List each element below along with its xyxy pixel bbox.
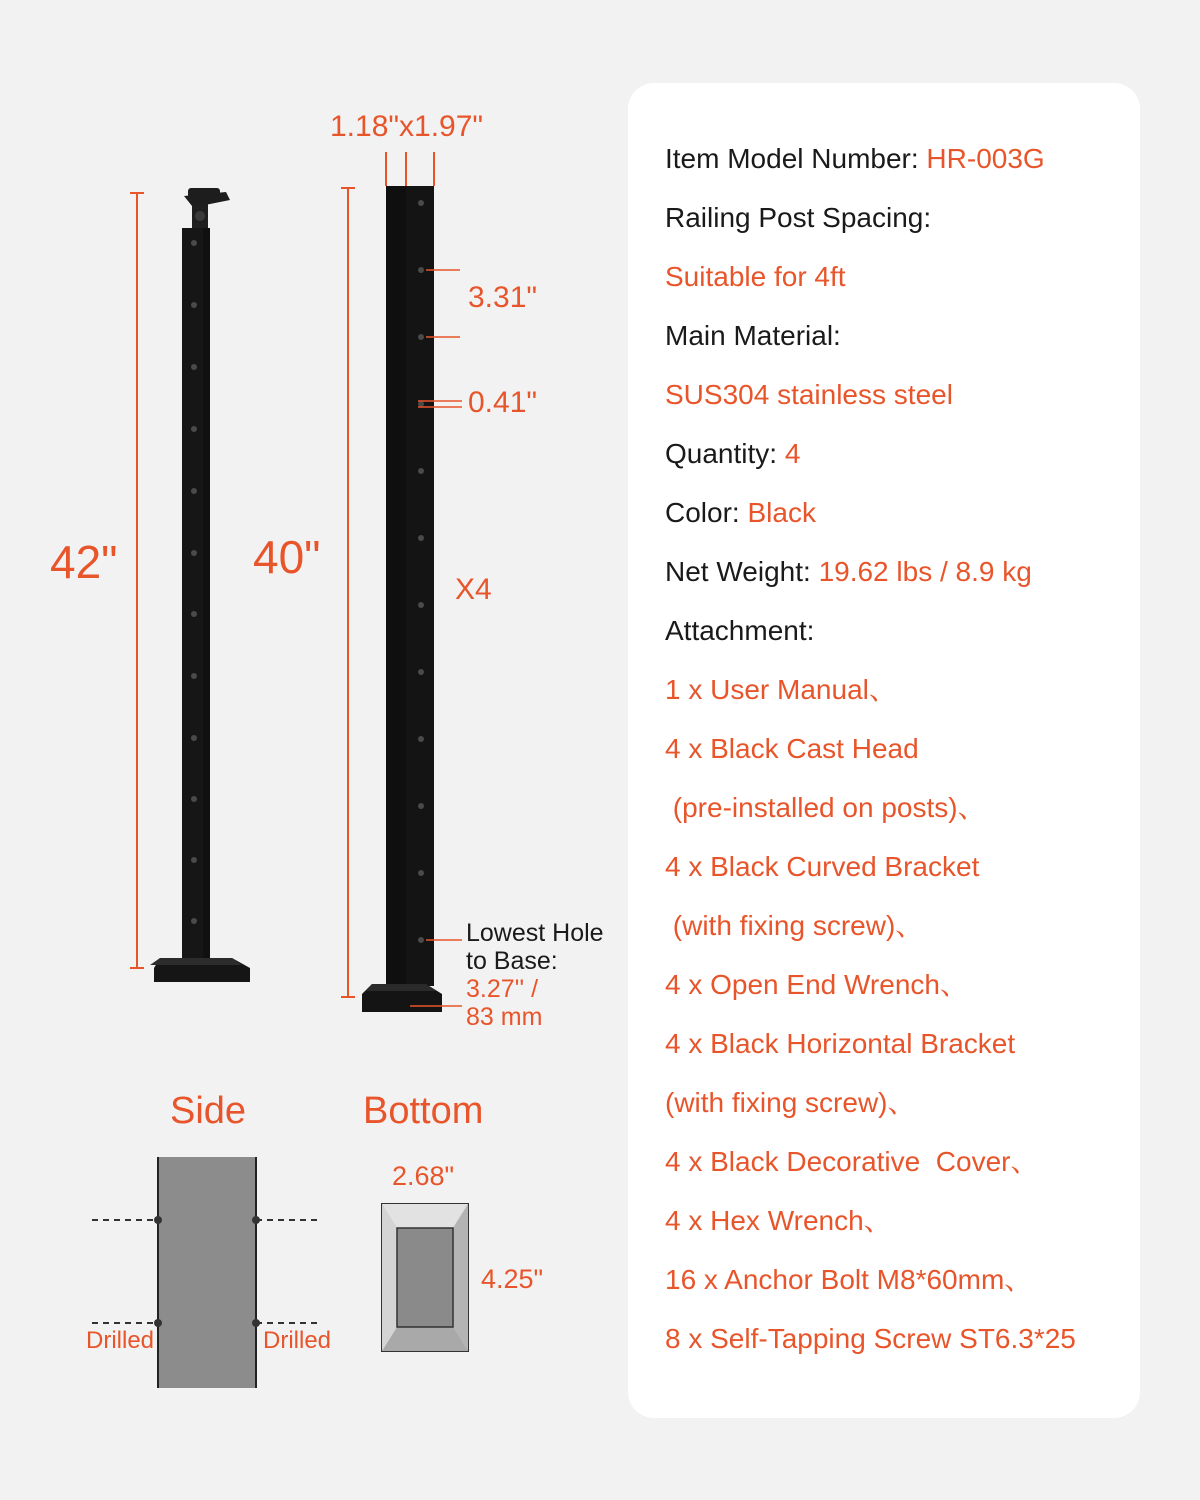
spec-weight-value: 19.62 lbs / 8.9 kg	[818, 556, 1032, 587]
post-plain	[362, 186, 442, 1012]
spec-model-label: Item Model Number:	[665, 143, 927, 174]
lowest-hole-value-2: 83 mm	[466, 1003, 543, 1031]
attachment-item: 8 x Self-Tapping Screw ST6.3*25	[665, 1323, 1076, 1354]
attachment-item: 4 x Black Horizontal Bracket	[665, 1028, 1016, 1059]
spec-material-value: SUS304 stainless steel	[665, 379, 953, 410]
height-42-dimension-line	[130, 193, 144, 968]
attachment-item: 16 x Anchor Bolt M8*60mm、	[665, 1264, 1033, 1295]
spec-quantity-label: Quantity:	[665, 438, 785, 469]
post-with-bracket	[150, 188, 250, 982]
lowest-hole-label-2: to Base:	[466, 947, 558, 975]
spec-spacing-label: Railing Post Spacing:	[665, 202, 932, 233]
spec-weight	[665, 555, 1032, 589]
attachment-item: 4 x Black Curved Bracket	[665, 851, 980, 882]
height-42-label: 42"	[50, 536, 118, 588]
lowest-hole-label-1: Lowest Hole	[466, 919, 604, 947]
spec-color-value: Black	[747, 497, 816, 528]
side-view-title: Side	[170, 1090, 247, 1132]
spec-quantity	[665, 437, 800, 471]
bottom-view	[382, 1204, 468, 1351]
spec-spacing-value: Suitable for 4ft	[665, 261, 846, 292]
hole-spacing-label: 3.31"	[468, 281, 538, 314]
attachment-item: (with fixing screw)、	[665, 910, 924, 941]
spec-attachment-label: Attachment:	[665, 615, 815, 646]
post-size-label: 1.18"x1.97"	[330, 110, 484, 143]
height-40-label: 40"	[253, 531, 321, 583]
attachment-item: 4 x Hex Wrench、	[665, 1205, 892, 1236]
spec-model	[665, 142, 1045, 176]
spec-material-label: Main Material:	[665, 320, 841, 351]
width-markers	[386, 152, 434, 186]
side-drilled-right-label: Drilled	[263, 1327, 332, 1354]
attachment-item: 4 x Black Cast Head	[665, 733, 919, 764]
spec-weight-label: Net Weight:	[665, 556, 819, 587]
attachment-item: (with fixing screw)、	[665, 1087, 916, 1118]
height-40-dimension-line	[341, 188, 355, 997]
spec-color-label: Color:	[665, 497, 748, 528]
hole-diameter-label: 0.41"	[468, 386, 538, 419]
lowest-hole-note	[466, 919, 604, 1031]
spec-model-value: HR-003G	[926, 143, 1045, 174]
spec-color	[665, 496, 816, 530]
lowest-hole-value-1: 3.27'' /	[466, 975, 539, 1003]
bottom-view-title: Bottom	[363, 1090, 484, 1132]
attachment-item: 1 x User Manual、	[665, 674, 897, 705]
spec-quantity-value: 4	[784, 438, 801, 469]
attachment-item: 4 x Black Decorative Cover、	[665, 1146, 1039, 1177]
side-drilled-left-label: Drilled	[86, 1327, 155, 1354]
bottom-length-label: 4.25"	[481, 1264, 544, 1294]
attachment-item: 4 x Open End Wrench、	[665, 969, 968, 1000]
bottom-width-label: 2.68"	[392, 1161, 455, 1191]
attachment-item: (pre-installed on posts)、	[665, 792, 986, 823]
quantity-mark: X4	[455, 573, 492, 606]
